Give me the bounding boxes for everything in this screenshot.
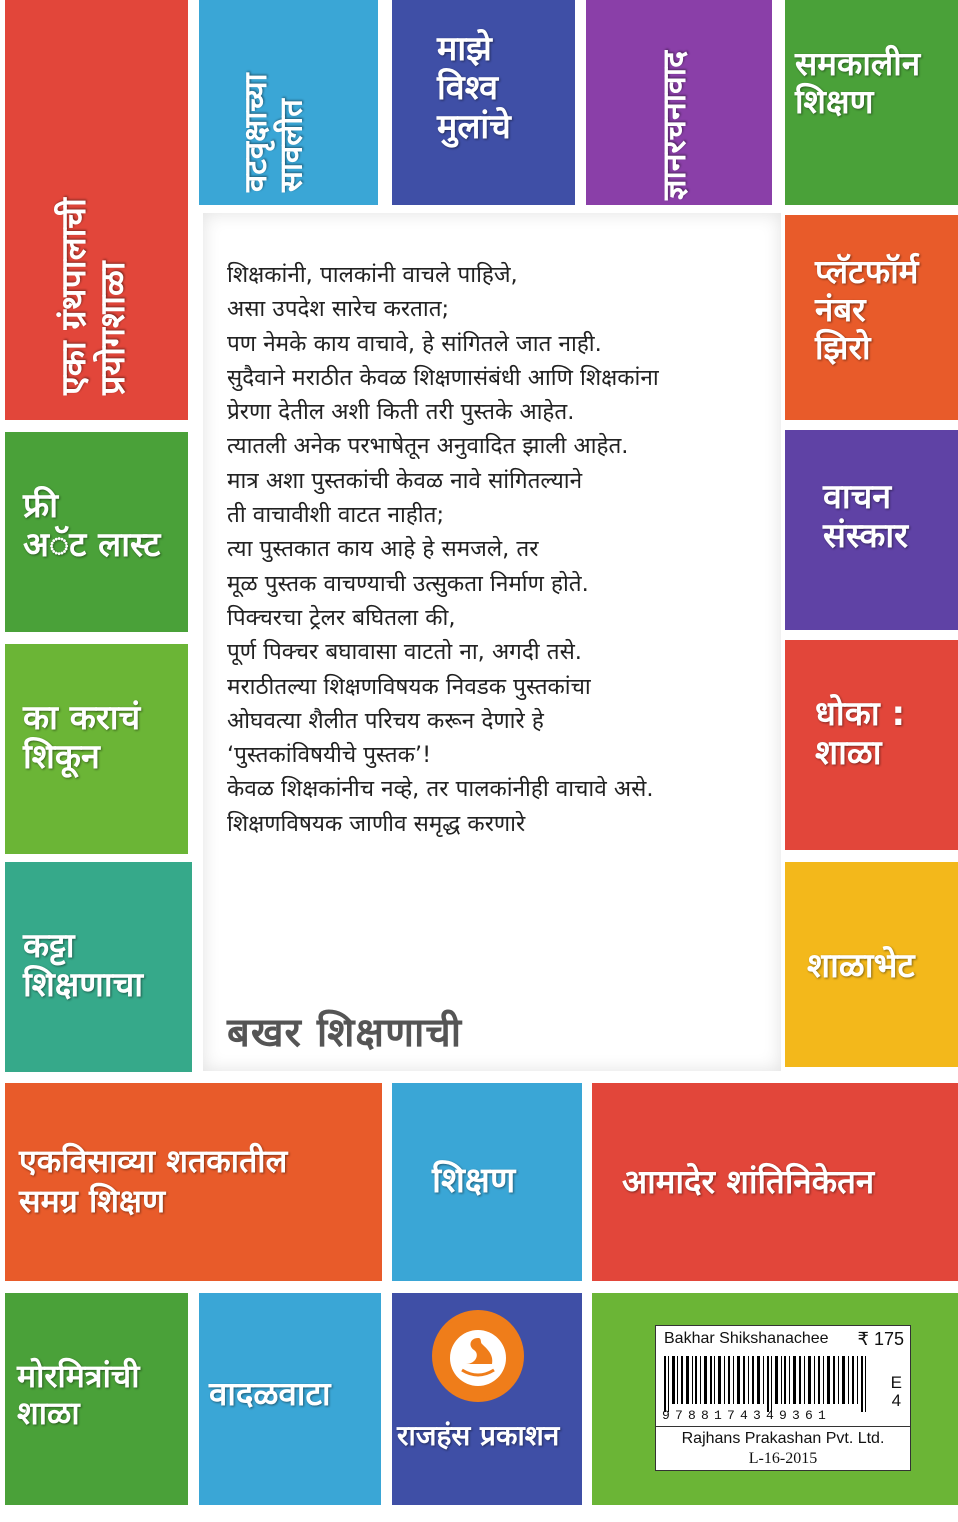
tile-title: प्लॅटफॉर्म नंबर झिरो — [815, 252, 919, 367]
book-tile-ekvisavya-shatkatil — [5, 1083, 382, 1281]
publisher-name: राजहंस प्रकाशन — [397, 1420, 560, 1452]
tile-title: वटवृक्षाच्या सावलीत — [238, 73, 310, 192]
blurb-line: त्या पुस्तकात काय आहे हे समजले, तर — [227, 536, 539, 563]
blurb-line: प्रेरणा देतील अशी किती तरी पुस्तके आहेत. — [227, 399, 575, 426]
blurb-line: शिक्षणविषयक जाणीव समृद्ध करणारे — [227, 810, 526, 837]
book-tile-platform-number-zero — [785, 215, 958, 420]
blurb-line: पण नेमके काय वाचावे, हे सांगितले जात नाही. — [227, 330, 602, 357]
blurb-line: सुदैवाने मराठीत केवळ शिक्षणासंबंधी आणि शिक्षकांना — [227, 364, 659, 391]
blurb-line: त्यातली अनेक परभाषेतून अनुवादित झाली आहेत. — [227, 433, 629, 460]
book-tile-majhe-vishwa — [392, 0, 575, 205]
book-tile-vadalvata — [199, 1293, 381, 1505]
blurb-text — [227, 258, 767, 841]
tile-title: समकालीन शिक्षण — [795, 44, 921, 121]
book-tile-ka-karacha-shikun — [5, 644, 188, 854]
barcode-label — [655, 1325, 911, 1471]
tile-title: एकविसाव्या शतकातील समग्र शिक्षण — [19, 1142, 288, 1220]
barcode-code: L-16-2015 — [748, 1450, 818, 1467]
tile-title: का कराचं शिकून — [23, 698, 141, 778]
book-title-signature: बखर शिक्षणाची — [227, 1009, 463, 1056]
book-tile-vachan-sanskar — [785, 430, 958, 630]
book-tile-ekaa-granthpalachi — [5, 0, 188, 420]
tile-title: मोरमित्रांची शाळा — [17, 1357, 140, 1432]
tile-title: वाचन संस्कार — [823, 477, 909, 557]
book-tile-mormitranchi-shala — [5, 1293, 188, 1505]
publisher-logo — [432, 1310, 524, 1402]
book-tile-free-at-last — [5, 432, 188, 632]
barcode-book-title: Bakhar Shikshanachee — [664, 1330, 829, 1347]
tile-title: शिक्षण — [432, 1161, 516, 1201]
book-tile-dnyanrachanavad — [586, 0, 772, 205]
tile-title: ज्ञानरचनावाद — [655, 50, 693, 200]
blurb-line: केवळ शिक्षकांनीच नव्हे, तर पालकांनीही वाचावे असे. — [227, 776, 654, 803]
tile-title: एका ग्रंथपालाची प्रयोगशाळा — [54, 198, 134, 395]
blurb-line: ओघवत्या शैलीत परिचय करून देणारे हे — [227, 707, 544, 734]
blurb-line: ती वाचावीशी वाटत नाहीत; — [227, 502, 445, 529]
book-tile-vatavrukshachya — [199, 0, 378, 205]
book-tile-amader-shantiniketan — [592, 1083, 958, 1281]
book-tile-shalabhet — [785, 862, 958, 1067]
barcode-price: ₹ 175 — [857, 1329, 904, 1349]
book-tile-samkalin-shikshan — [785, 0, 958, 205]
tile-title: धोका : शाळा — [815, 694, 906, 774]
swan-logo-icon — [432, 1310, 524, 1402]
blurb-line: पूर्ण पिक्चर बघावासा वाटतो ना, अगदी तसे. — [227, 639, 582, 666]
blurb-panel — [203, 213, 781, 1071]
tile-title: आमादेर शांतिनिकेतन — [622, 1162, 875, 1201]
blurb-line: मराठीतल्या शिक्षणविषयक निवडक पुस्तकांचा — [227, 673, 591, 700]
book-tile-shikshan — [392, 1083, 582, 1281]
barcode-publisher: Rajhans Prakashan Pvt. Ltd. — [681, 1430, 885, 1447]
blurb-line: पिक्चरचा ट्रेलर बघितला की, — [227, 604, 456, 631]
blurb-line: मूळ पुस्तक वाचण्याची उत्सुकता निर्माण होते. — [227, 570, 589, 597]
barcode-digits: 9788174349361 — [662, 1408, 832, 1423]
blurb-line: शिक्षकांनी, पालकांनी वाचले पाहिजे, — [227, 262, 518, 288]
blurb-line: मात्र अशा पुस्तकांची केवळ नावे सांगितल्याने — [227, 467, 583, 494]
blurb-line: ‘पुस्तकांविषयीचे पुस्तक’! — [227, 742, 432, 769]
barcode-icon — [662, 1356, 884, 1412]
tile-title: फ्री अॅट लास्ट — [23, 486, 161, 566]
tile-title: वादळवाटा — [209, 1374, 331, 1413]
tile-title: शाळाभेट — [807, 946, 915, 986]
barcode-edition: E 4 — [890, 1373, 902, 1410]
tile-title: माझे विश्व मुलांचे — [437, 29, 511, 148]
book-tile-dhoka-shala — [785, 640, 958, 850]
blurb-line: असा उपदेश सारेच करतात; — [227, 296, 450, 323]
tile-title: कट्टा शिक्षणाचा — [23, 926, 144, 1006]
book-tile-katta-shikshanacha — [5, 862, 192, 1072]
